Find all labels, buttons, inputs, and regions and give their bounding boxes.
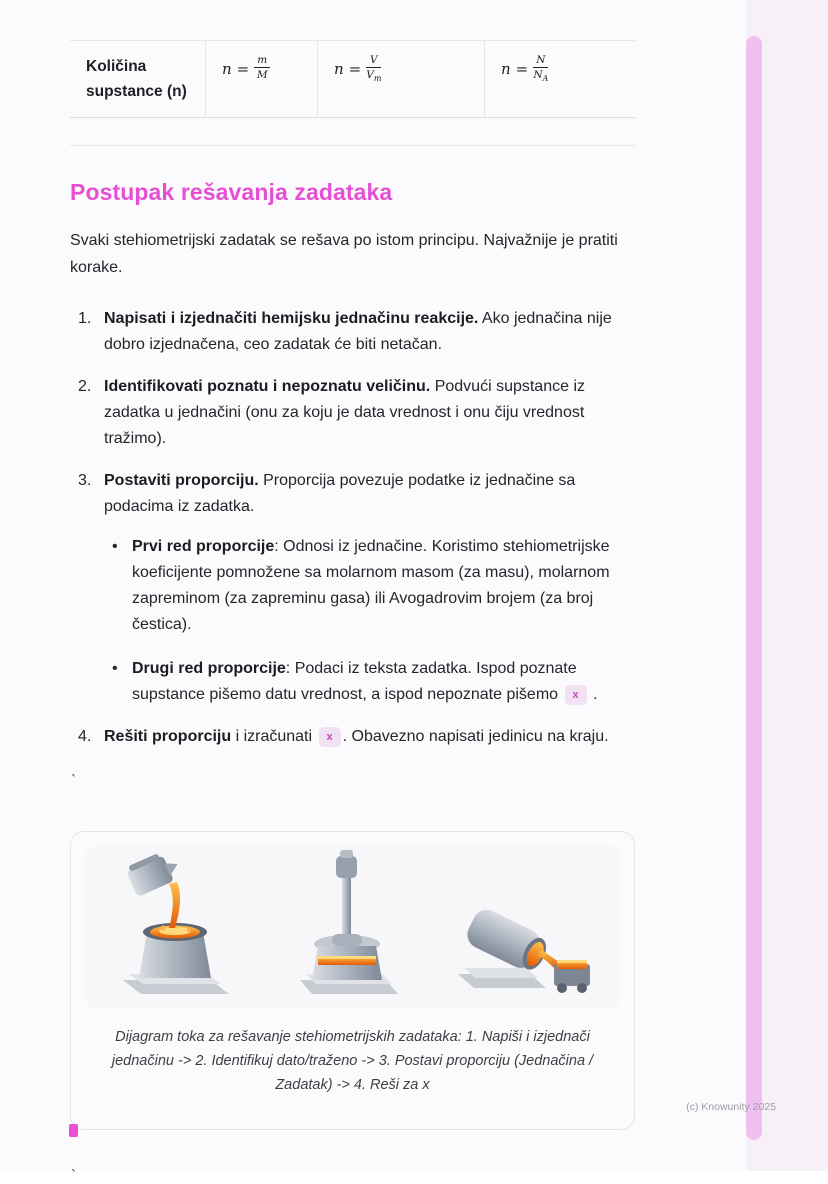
formula-cell — [484, 41, 635, 117]
step-item — [70, 724, 635, 750]
document-content — [70, 0, 635, 1184]
formula-cell — [317, 41, 484, 117]
step-number: 3. — [78, 472, 92, 489]
step-rest: Podvući supstance iz zadatka u jednačini (onu za koju je data vrednost i onu čiju vrednost tražimo). — [104, 378, 585, 447]
math-formula — [501, 54, 548, 83]
step-body — [104, 468, 635, 708]
fraction-numerator: V — [366, 54, 381, 68]
denominator-base: V — [366, 69, 374, 81]
step-lead: Identifikovati poznatu i nepoznatu veličinu. — [104, 378, 431, 395]
denominator-subscript: m — [373, 74, 382, 84]
step-lead: Postaviti proporciju. — [104, 472, 259, 489]
bullet-body — [132, 656, 635, 708]
fraction — [533, 54, 548, 83]
stray-backtick: ` — [71, 1167, 76, 1184]
step-item — [70, 468, 635, 708]
next-section-peek — [69, 1124, 78, 1137]
ladle-pouring-illustration — [111, 848, 239, 998]
bullet-body — [132, 534, 635, 638]
step-text — [104, 306, 635, 358]
step-text — [104, 374, 635, 452]
denominator-base: M — [256, 69, 268, 81]
step-rest: i izračunati — [231, 728, 317, 745]
section-title: Postupak rešavanja zadataka — [70, 179, 393, 205]
stirrer-furnace-illustration — [292, 848, 402, 998]
bullet-marker: • — [112, 660, 118, 677]
math-equals: = — [348, 59, 362, 78]
step-lead: Napisati i izjednačiti hemijsku jednačinu reakcije. — [104, 310, 479, 327]
bullet-rest: : Podaci iz teksta zadatka. Ispod poznate supstance pišemo datu vrednost, a ispod nepoznate pišemo — [132, 660, 577, 703]
step-tail: . Obavezno napisati jedinicu na kraju. — [342, 728, 609, 745]
step-text — [104, 468, 635, 520]
step-text — [104, 724, 635, 750]
step-body — [104, 306, 635, 358]
math-equals: = — [515, 59, 529, 78]
sub-bullets — [112, 534, 635, 708]
step-rest: Ako jednačina nije dobro izjednačena, ceo zadatak će biti netačan. — [104, 310, 612, 353]
bullet-marker: • — [112, 538, 118, 555]
step-number: 1. — [78, 310, 92, 327]
step-number: 4. — [78, 728, 92, 745]
step-item — [70, 374, 635, 452]
fraction-denominator — [366, 68, 381, 83]
step-body — [104, 374, 635, 452]
figure-card — [70, 831, 635, 1130]
fraction-denominator — [533, 68, 548, 83]
stray-backtick: ` — [71, 772, 76, 789]
math-formula — [334, 54, 381, 83]
bullet-rest: : Odnosi iz jednačine. Koristimo stehiometrijske koeficijente pomnožene sa molarnom masom (za masu), molarnom zapreminom (za zapreminu gasa) ili Avogadrovim brojem (za broj čestica). — [132, 538, 610, 633]
step-item — [70, 306, 635, 358]
step-lead: Rešiti proporciju — [104, 728, 232, 745]
formula-table — [70, 40, 635, 118]
denominator-subscript: A — [542, 74, 549, 84]
fraction — [366, 54, 381, 83]
figure-caption: Dijagram toka za rešavanje stehiometrijskih zadataka: 1. Napiši i izjednači jednačinu -> 2. Identifikuj dato/traženo -> 3. Postavi proporciju (Jednačina / Zadatak) -> 4. Reši za x — [111, 1029, 594, 1093]
bullet-tail: . — [588, 686, 598, 703]
step-number: 2. — [78, 378, 92, 395]
scrollbar-thumb[interactable] — [746, 36, 762, 1140]
bullet-lead: Prvi red proporcije — [132, 538, 275, 555]
bullet-item — [112, 656, 635, 708]
steps-list — [70, 306, 635, 750]
row-label: Količina supstance (n) — [86, 58, 187, 100]
fraction-numerator: N — [533, 54, 548, 68]
math-var: n — [334, 59, 344, 78]
math-equals: = — [236, 59, 250, 78]
step-body — [104, 724, 635, 750]
section-divider — [70, 145, 635, 146]
math-var: n — [222, 59, 232, 78]
fraction-denominator — [254, 68, 270, 83]
x-badge: x — [319, 727, 341, 747]
copyright-text: (c) Knowunity 2025 — [686, 1101, 776, 1113]
step-rest: Proporcija povezuje podatke iz jednačine sa podacima iz zadatka. — [104, 472, 576, 515]
figure-image-area — [85, 846, 620, 1008]
bullet-text — [132, 534, 635, 638]
bullet-lead: Drugi red proporcije — [132, 660, 286, 677]
math-formula — [222, 54, 270, 83]
row-label-cell — [70, 41, 205, 117]
fraction-numerator: m — [254, 54, 270, 68]
tilting-furnace-illustration — [454, 878, 594, 998]
bullet-text — [132, 656, 635, 708]
intro-paragraph: Svaki stehiometrijski zadatak se rešava po istom principu. Najvažnije je pratiti korake. — [70, 232, 618, 276]
fraction — [254, 54, 270, 83]
formula-cell — [205, 41, 317, 117]
bullet-item — [112, 534, 635, 638]
math-var: n — [501, 59, 511, 78]
x-badge: x — [565, 685, 587, 705]
denominator-base: N — [533, 69, 543, 81]
